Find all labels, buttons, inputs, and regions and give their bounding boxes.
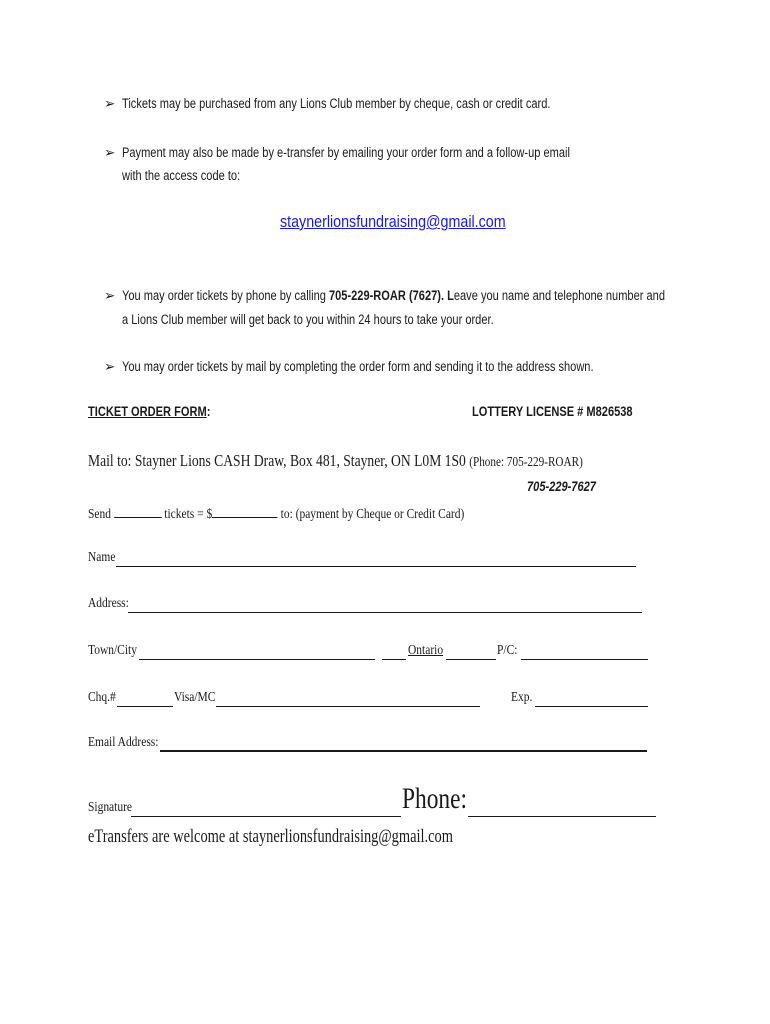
ticket-count-field[interactable] — [114, 503, 162, 518]
phone-label: Phone: — [402, 782, 468, 815]
etransfer-note: eTransfers are welcome at staynerlionsfundraising@gmail.com — [88, 827, 453, 847]
bullet-item-2 — [104, 141, 570, 165]
address-field[interactable] — [128, 612, 642, 613]
cheque-label: Chq.# — [88, 690, 116, 705]
arrow-bullet-icon: ➢ — [104, 288, 116, 303]
card-number-field[interactable] — [216, 706, 480, 707]
arrow-bullet-icon: ➢ — [104, 145, 116, 160]
email-label: Email Address: — [88, 735, 159, 750]
arrow-bullet-icon: ➢ — [104, 359, 116, 374]
expiry-label: Exp. — [511, 690, 533, 705]
signature-field[interactable] — [131, 816, 401, 817]
bullet-item-1 — [104, 92, 551, 116]
phone-field[interactable] — [468, 816, 656, 817]
address-label: Address: — [88, 596, 129, 611]
province-value: Ontario — [408, 643, 444, 658]
arrow-bullet-icon: ➢ — [104, 96, 116, 111]
town-label: Town/City — [88, 643, 137, 658]
expiry-field[interactable] — [535, 706, 648, 707]
signature-label: Signature — [88, 800, 132, 815]
send-row: Send tickets = $ to: (payment by Cheque or Credit Card) — [88, 503, 547, 523]
province-field[interactable] — [446, 659, 496, 660]
bullet-item-3 — [104, 284, 665, 308]
name-field[interactable] — [116, 566, 636, 567]
lottery-license: LOTTERY LICENSE # M826538 — [472, 404, 633, 419]
phone-note: (Phone: 705-229-ROAR) — [469, 455, 583, 470]
mail-to-address: Mail to: Stayner Lions CASH Draw, Box 481, Stayner, ON L0M 1S0 (Phone: 705-229-ROAR) — [88, 451, 583, 470]
bullet-text-continued: a Lions Club member will get back to you within 24 hours to take your order. — [122, 312, 494, 327]
bullet-text: You may order tickets by phone by calling 705-229-ROAR (7627). Leave you name and telephone number and — [122, 288, 665, 303]
town-field[interactable] — [139, 659, 375, 660]
bullet-text: Tickets may be purchased from any Lions Club member by cheque, cash or credit card. — [122, 96, 551, 111]
town-field-extra[interactable] — [382, 659, 406, 660]
email-link[interactable]: staynerlionsfundraising@gmail.com — [280, 212, 506, 231]
phone-highlight: 705-229-ROAR (7627). L — [328, 288, 454, 303]
email-field[interactable] — [160, 750, 647, 752]
bullet-text-continued: with the access code to: — [122, 168, 241, 183]
phone-number: 705-229-7627 — [527, 479, 596, 494]
name-label: Name — [88, 550, 116, 565]
amount-field[interactable] — [212, 503, 278, 518]
cheque-number-field[interactable] — [117, 706, 173, 707]
bullet-item-4 — [104, 355, 594, 379]
bullet-text: You may order tickets by mail by completing the order form and sending it to the address shown. — [122, 359, 594, 374]
postal-code-field[interactable] — [521, 659, 648, 660]
bullet-text: Payment may also be made by e-transfer by emailing your order form and a follow-up email — [122, 145, 570, 160]
postal-code-label: P/C: — [497, 643, 518, 658]
visa-mc-label: Visa/MC — [174, 690, 216, 705]
order-form-title: TICKET ORDER FORM: — [88, 404, 211, 419]
